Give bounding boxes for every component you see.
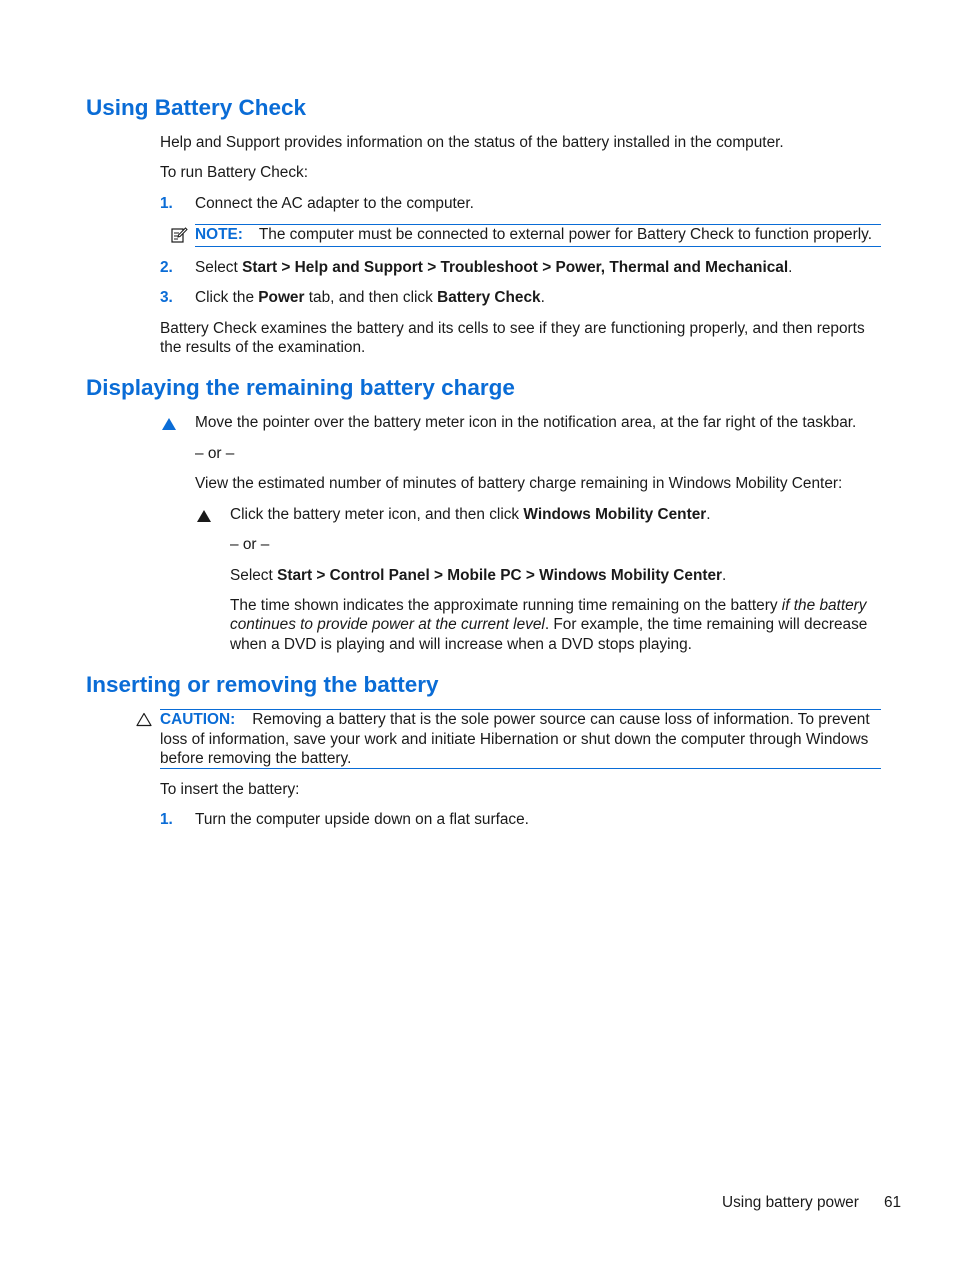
triangle-bullet-icon — [162, 418, 176, 430]
triangle-bullet-icon — [197, 510, 211, 522]
footer-page-number: 61 — [884, 1194, 902, 1211]
caution-line: before removing the battery. — [160, 750, 352, 767]
text: Removing a battery that is the sole power source can cause loss of information. To prevent — [252, 711, 870, 728]
step-number: 1. — [160, 195, 173, 212]
heading-displaying-battery-charge: Displaying the remaining battery charge — [86, 375, 515, 400]
outro-line: Battery Check examines the battery and its cells to see if they are functioning properly, and then reports — [160, 320, 865, 337]
time-paragraph-line — [230, 596, 867, 616]
text: Select — [230, 567, 278, 584]
view-paragraph: View the estimated number of minutes of battery charge remaining in Windows Mobility Center: — [195, 475, 843, 492]
caution-triangle-icon — [136, 712, 152, 727]
select-path-text — [230, 566, 726, 586]
menu-path: Start > Help and Support > Troubleshoot > Power, Thermal and Mechanical — [242, 259, 789, 276]
text: . For example, the time remaining will decrease — [544, 616, 868, 633]
note-text: The computer must be connected to external power for Battery Check to function properly. — [258, 226, 872, 243]
time-paragraph-line — [230, 615, 867, 635]
or-separator: – or – — [230, 536, 270, 553]
bullet-text: Move the pointer over the battery meter icon in the notification area, at the far right of the taskbar. — [195, 414, 857, 431]
step-text — [195, 288, 545, 308]
text: Click the battery meter icon, and then click — [230, 506, 524, 523]
lead-paragraph: To run Battery Check: — [160, 164, 308, 181]
caution-bottom-rule — [160, 768, 881, 769]
heading-inserting-removing-battery: Inserting or removing the battery — [86, 672, 439, 697]
step-text: Turn the computer upside down on a flat surface. — [195, 811, 529, 828]
time-paragraph-line: when a DVD is playing and will increase when a DVD stops playing. — [230, 636, 692, 653]
text: . — [788, 259, 793, 276]
caution-line: loss of information, save your work and initiate Hibernation or shut down the computer through Windows — [160, 731, 869, 748]
text: The time shown indicates the approximate running time remaining on the battery — [230, 597, 782, 614]
caution-line — [160, 710, 870, 730]
bold-term: Windows Mobility Center — [523, 506, 707, 523]
bold-term: Battery Check — [437, 289, 541, 306]
italic-text: if the battery — [781, 597, 867, 614]
note-label: NOTE: — [195, 226, 243, 243]
menu-path: Start > Control Panel > Mobile PC > Windows Mobility Center — [277, 567, 723, 584]
or-separator: – or – — [195, 445, 235, 462]
step-number: 3. — [160, 289, 173, 306]
caution-label: CAUTION: — [160, 711, 236, 728]
intro-paragraph: Help and Support provides information on the status of the battery installed in the computer. — [160, 134, 784, 151]
text: . — [722, 567, 727, 584]
text: . — [540, 289, 545, 306]
step-text — [195, 258, 792, 278]
step-number: 1. — [160, 811, 173, 828]
step-text: Connect the AC adapter to the computer. — [195, 195, 474, 212]
lead-paragraph: To insert the battery: — [160, 781, 300, 798]
italic-text: continues to provide power at the current level — [230, 616, 545, 633]
note-pencil-icon — [170, 226, 188, 244]
heading-using-battery-check: Using Battery Check — [86, 95, 307, 120]
note-callout — [195, 225, 872, 245]
bold-term: Power — [258, 289, 305, 306]
footer-section-title: Using battery power — [722, 1194, 859, 1211]
note-bottom-rule — [195, 246, 881, 247]
text: . — [706, 506, 711, 523]
text: Select — [195, 259, 243, 276]
step-number: 2. — [160, 259, 173, 276]
outro-line: the results of the examination. — [160, 339, 366, 356]
text: Click the — [195, 289, 259, 306]
sub-bullet-text — [230, 505, 711, 525]
text: tab, and then click — [304, 289, 438, 306]
